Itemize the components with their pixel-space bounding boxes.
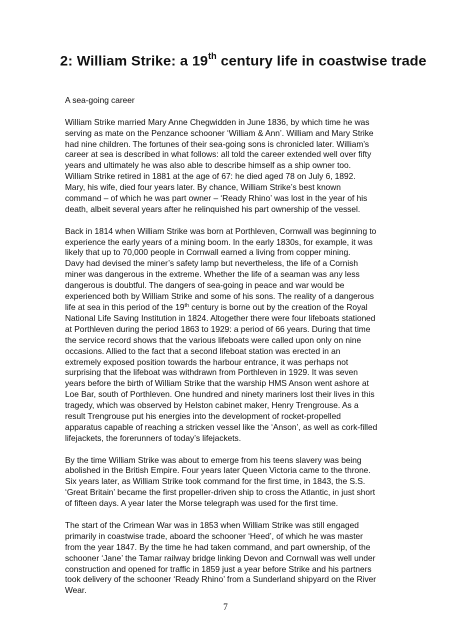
text-line: William Strike retired in 1881 at the age of 67: he died aged 78 on July 6, 1892. bbox=[65, 171, 356, 182]
paragraph bbox=[65, 226, 399, 444]
text-line: result Trengrouse put his energies into the development of rocket-propelled bbox=[65, 411, 341, 422]
text-line: Mary, his wife, died four years later. By chance, William Strike’s best known bbox=[65, 182, 341, 193]
title-suffix: century life in coastwise trade bbox=[216, 53, 427, 70]
title-superscript: th bbox=[208, 51, 217, 61]
text-line: took delivery of the schooner ‘Ready Rhino’ from a Sunderland shipyard on the River bbox=[65, 574, 376, 585]
text-line: of fifteen days. A year later the Morse telegraph was used for the first time. bbox=[65, 498, 339, 509]
text-line: years and ultimately he was also able to describe himself as a ship owner too. bbox=[65, 160, 351, 171]
text-line: experience the early years of a mining boom. In the early 1830s, for example, it was bbox=[65, 236, 373, 247]
ordinal-superscript: th bbox=[184, 303, 190, 309]
text-line: William Strike married Mary Anne Chegwidden in June 1836, by which time he was bbox=[65, 116, 370, 127]
chapter-title bbox=[60, 51, 427, 70]
text-line: extremely exposed position towards the harbour entrance, it was perhaps not bbox=[65, 356, 349, 367]
text-line: miner was dangerous in the extreme. Whether the life of a seaman was any less bbox=[65, 269, 360, 280]
text-line: The start of the Crimean War was in 1853 when William Strike was still engaged bbox=[65, 519, 359, 530]
text-line: Six years later, as William Strike took command for the first time, in 1843, the S.S. bbox=[65, 476, 366, 487]
text-line: command – of which he was part owner – ‘Ready Rhino’ was lost in the year of his bbox=[65, 193, 368, 204]
text-line: apparatus capable of reaching a stricken vessel like the ‘Anson’, as well as cork-filled bbox=[65, 421, 378, 432]
text-line: experienced both by William Strike and some of his sons. The reality of a dangerous bbox=[65, 291, 374, 302]
section-heading: A sea-going career bbox=[65, 95, 135, 105]
text-line: surprising that the lifeboat was withdrawn from Porthleven in 1929. It was seven bbox=[65, 367, 358, 378]
text-line: occasions. Allied to the fact that a second lifeboat station was erected in an bbox=[65, 345, 341, 356]
text-line: dangerous is doubtful. The dangers of sea-going in peace and war would be bbox=[65, 280, 345, 291]
text-line: Back in 1814 when William Strike was born at Porthleven, Cornwall was beginning to bbox=[65, 225, 377, 236]
text-line: life at sea in this period of the 19th century is borne out by the creation of the Royal bbox=[65, 302, 368, 312]
text-line: at Porthleven during the period 1863 to 1929: a period of 66 years. During that time bbox=[65, 323, 371, 334]
paragraph bbox=[65, 455, 399, 510]
text-line: primarily in coastwise trade, aboard the schooner ‘Heed’, of which he was master bbox=[65, 530, 363, 541]
text-line: By the time William Strike was about to emerge from his teens slavery was being bbox=[65, 454, 362, 465]
text-line: serving as mate on the Penzance schooner ‘William & Ann’. William and Mary Strike bbox=[65, 127, 374, 138]
text-line: career at sea is described in what follows: all told the career extended well over fifty bbox=[65, 149, 372, 160]
page-number: 7 bbox=[223, 602, 228, 612]
paragraph bbox=[65, 117, 399, 215]
title-prefix: 2: William Strike: a 19 bbox=[60, 53, 209, 70]
text-line: schooner ‘Jane’ the Tamar railway bridge linking Devon and Cornwall was well under bbox=[65, 552, 376, 563]
text-line: death, albeit several years after he relinquished his part ownership of the vessel. bbox=[65, 203, 361, 214]
text-line: Wear. bbox=[65, 585, 87, 596]
text-line: tragedy, which was observed by Helston cabinet maker, Henry Trengrouse. As a bbox=[65, 400, 359, 411]
text-line: had nine children. The fortunes of their sea-going sons is chronicled later. William’s bbox=[65, 138, 370, 149]
body-text bbox=[65, 95, 399, 607]
paragraph bbox=[65, 520, 399, 596]
text-line: likely that up to 70,000 people in Cornwall earned a living from copper mining. bbox=[65, 247, 351, 258]
text-line: National Life Saving Institution in 1824. Altogether there were four lifeboats stationed bbox=[65, 312, 376, 323]
text-line: ‘Great Britain’ became the first propeller-driven ship to cross the Atlantic, in just short bbox=[65, 487, 376, 498]
text-line: Davy had devised the miner’s safety lamp but nevertheless, the life of a Cornish bbox=[65, 258, 359, 269]
text-line: years before the birth of William Strike that the warship HMS Anson went ashore at bbox=[65, 378, 369, 389]
text-line: lifejackets, the forerunners of today’s lifejackets. bbox=[65, 432, 242, 443]
text-line: abolished in the British Empire. Four years later Queen Victoria came to the throne. bbox=[65, 465, 371, 476]
text-line: construction and opened for traffic in 1859 just a year before Strike and his partners bbox=[65, 563, 372, 574]
text-line: the service record shows that the various lifeboats were called upon only on nine bbox=[65, 334, 362, 345]
text-line: from the year 1847. By the time he had taken command, and part ownership, of the bbox=[65, 541, 371, 552]
text-line: Loe Bar, south of Porthleven. One hundred and ninety mariners lost their lives in this bbox=[65, 389, 375, 400]
